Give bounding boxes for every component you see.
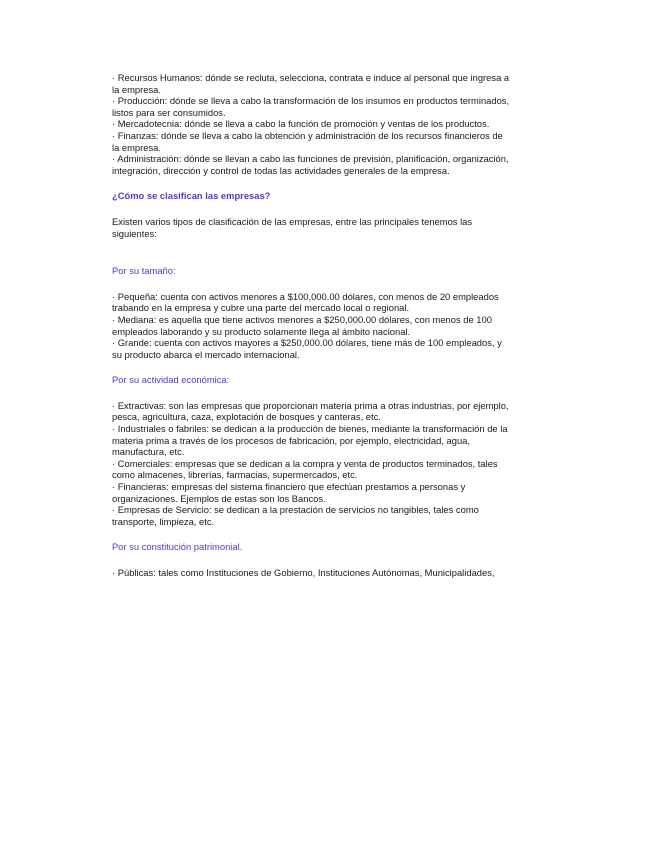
list-item: · Industriales o fabriles: se dedican a la producción de bienes, mediante la transformación de la materia prima a través de los procesos de fabricación, por ejemplo, electricidad, agua, manufactura, etc. (112, 423, 508, 458)
intro-paragraph: Existen varios tipos de clasificación de las empresas, entre las principales tenemos las siguientes: (112, 215, 473, 239)
list-item: · Mediana: es aquella que tiene activos menores a $250,000.00 dólares, con menos de 100 empleados laborando y su producto solamente llega al ámbito nacional. (112, 313, 492, 337)
section-heading-size: Por su tamaño: (112, 265, 176, 277)
size-list (112, 291, 542, 361)
patrimonial-list (112, 567, 542, 579)
list-item: · Administración: dónde se llevan a cabo las funciones de previsión, planificación, organización, integración, dirección y control de todas las actividades generales de la empresa. (112, 153, 509, 176)
section-heading-classification: ¿Cómo se clasifican las empresas? (112, 190, 271, 202)
list-item: · Comerciales: empresas que se dedican a la compra y venta de productos terminados, tales como almacenes, librerías, farmacias, supermercados, etc. (112, 457, 498, 481)
areas-list (112, 72, 542, 176)
list-item: · Producción: dónde se lleva a cabo la transformación de los insumos en productos terminados, listos para ser consumidos. (112, 95, 510, 118)
section-heading-activity: Por su actividad económica: (112, 374, 230, 386)
list-item: · Recursos Humanos: dónde se recluta, selecciona, contrata e induce al personal que ingresa a la empresa. (112, 72, 510, 95)
section-heading-patrimonial: Por su constitución patrimonial. (112, 541, 243, 553)
list-item: · Financieras: empresas del sistema financiero que efectúan prestamos a personas y organizaciones. Ejemplos de estas son los Bancos. (112, 481, 466, 504)
list-item: · Mercadotecnia: dónde se lleva a cabo la función de promoción y ventas de los productos. (112, 118, 490, 130)
list-item: · Grande: cuenta con activos mayores a $250,000.00 dólares, tiene más de 100 empleados, y su producto abarca el mercado internacional. (112, 337, 502, 360)
list-item: · Empresas de Servicio: se dedican a la prestación de servicios no tangibles, tales como transporte, limpieza, etc. (112, 504, 479, 527)
list-item: · Finanzas: dónde se lleva a cabo la obtención y administración de los recursos financieros de la empresa. (112, 129, 503, 153)
activity-list (112, 400, 542, 528)
document-page (112, 72, 542, 579)
list-item: · Públicas: tales como Instituciones de Gobierno, Instituciones Autónomas, Municipalidades, (112, 567, 495, 578)
list-item: · Pequeña: cuenta con activos menores a $100,000.00 dólares, con menos de 20 empleados trabando en la empresa y cubre una parte del mercado local o regional. (112, 290, 499, 314)
list-item: · Extractivas: son las empresas que proporcionan materia prima a otras industrias, por ejemplo, pesca, agricultura, caza, explotación de bosques y canteras, etc. (112, 399, 509, 423)
